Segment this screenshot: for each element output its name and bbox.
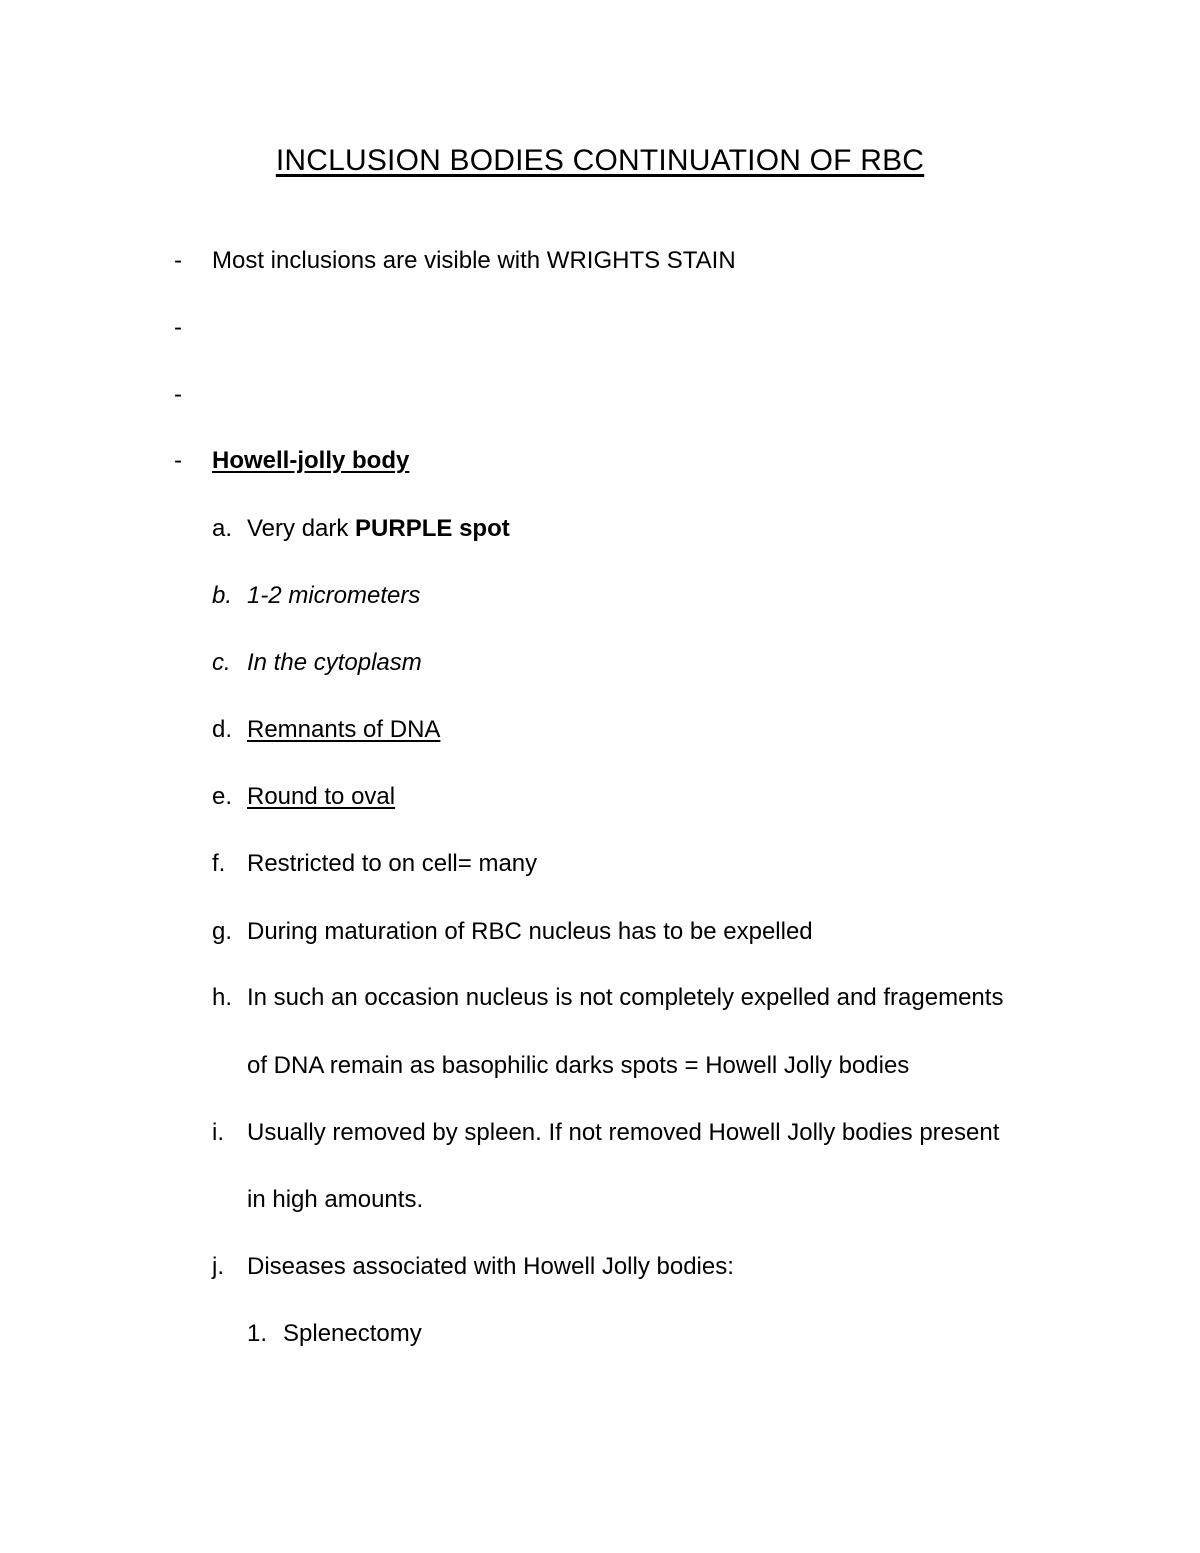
bullet-marker: - xyxy=(174,247,182,274)
bullet-marker: - xyxy=(174,381,182,408)
list-item: In the cytoplasm xyxy=(247,649,422,676)
sublist-item: Splenectomy xyxy=(283,1320,422,1347)
list-marker: b. xyxy=(212,582,233,609)
list-item: 1-2 micrometers xyxy=(247,582,421,609)
list-item: In such an occasion nucleus is not completely expelled and fragements xyxy=(247,984,1004,1011)
bullet-marker: - xyxy=(174,447,182,474)
list-marker: f. xyxy=(212,850,226,877)
list-marker: j. xyxy=(212,1253,224,1280)
list-marker: d. xyxy=(212,716,233,743)
list-item-continuation: of DNA remain as basophilic darks spots = Howell Jolly bodies xyxy=(247,1052,910,1079)
list-marker: a. xyxy=(212,515,233,542)
list-item-continuation: in high amounts. xyxy=(247,1186,424,1213)
list-item: Restricted to on cell= many xyxy=(247,850,538,877)
bullet-marker: - xyxy=(174,314,182,341)
list-item: Diseases associated with Howell Jolly bodies: xyxy=(247,1253,734,1280)
list-item-text: Very dark xyxy=(247,515,356,542)
list-marker: i. xyxy=(212,1119,224,1146)
list-marker: h. xyxy=(212,984,233,1011)
list-item: Remnants of DNA xyxy=(247,716,441,743)
list-marker: e. xyxy=(212,783,233,810)
list-item: During maturation of RBC nucleus has to be expelled xyxy=(247,918,813,945)
list-marker: g. xyxy=(212,918,233,945)
sublist-marker: 1. xyxy=(247,1320,268,1347)
list-item xyxy=(247,515,510,543)
section-heading: Howell-jolly body xyxy=(212,447,410,474)
list-item: Round to oval xyxy=(247,783,396,810)
bullet-text: Most inclusions are visible with WRIGHTS STAIN xyxy=(212,247,736,274)
page-title: INCLUSION BODIES CONTINUATION OF RBC xyxy=(275,144,925,177)
list-item: Usually removed by spleen. If not removed Howell Jolly bodies present xyxy=(247,1119,1000,1146)
list-item-bold-text: PURPLE spot xyxy=(355,515,510,542)
list-marker: c. xyxy=(212,649,231,676)
